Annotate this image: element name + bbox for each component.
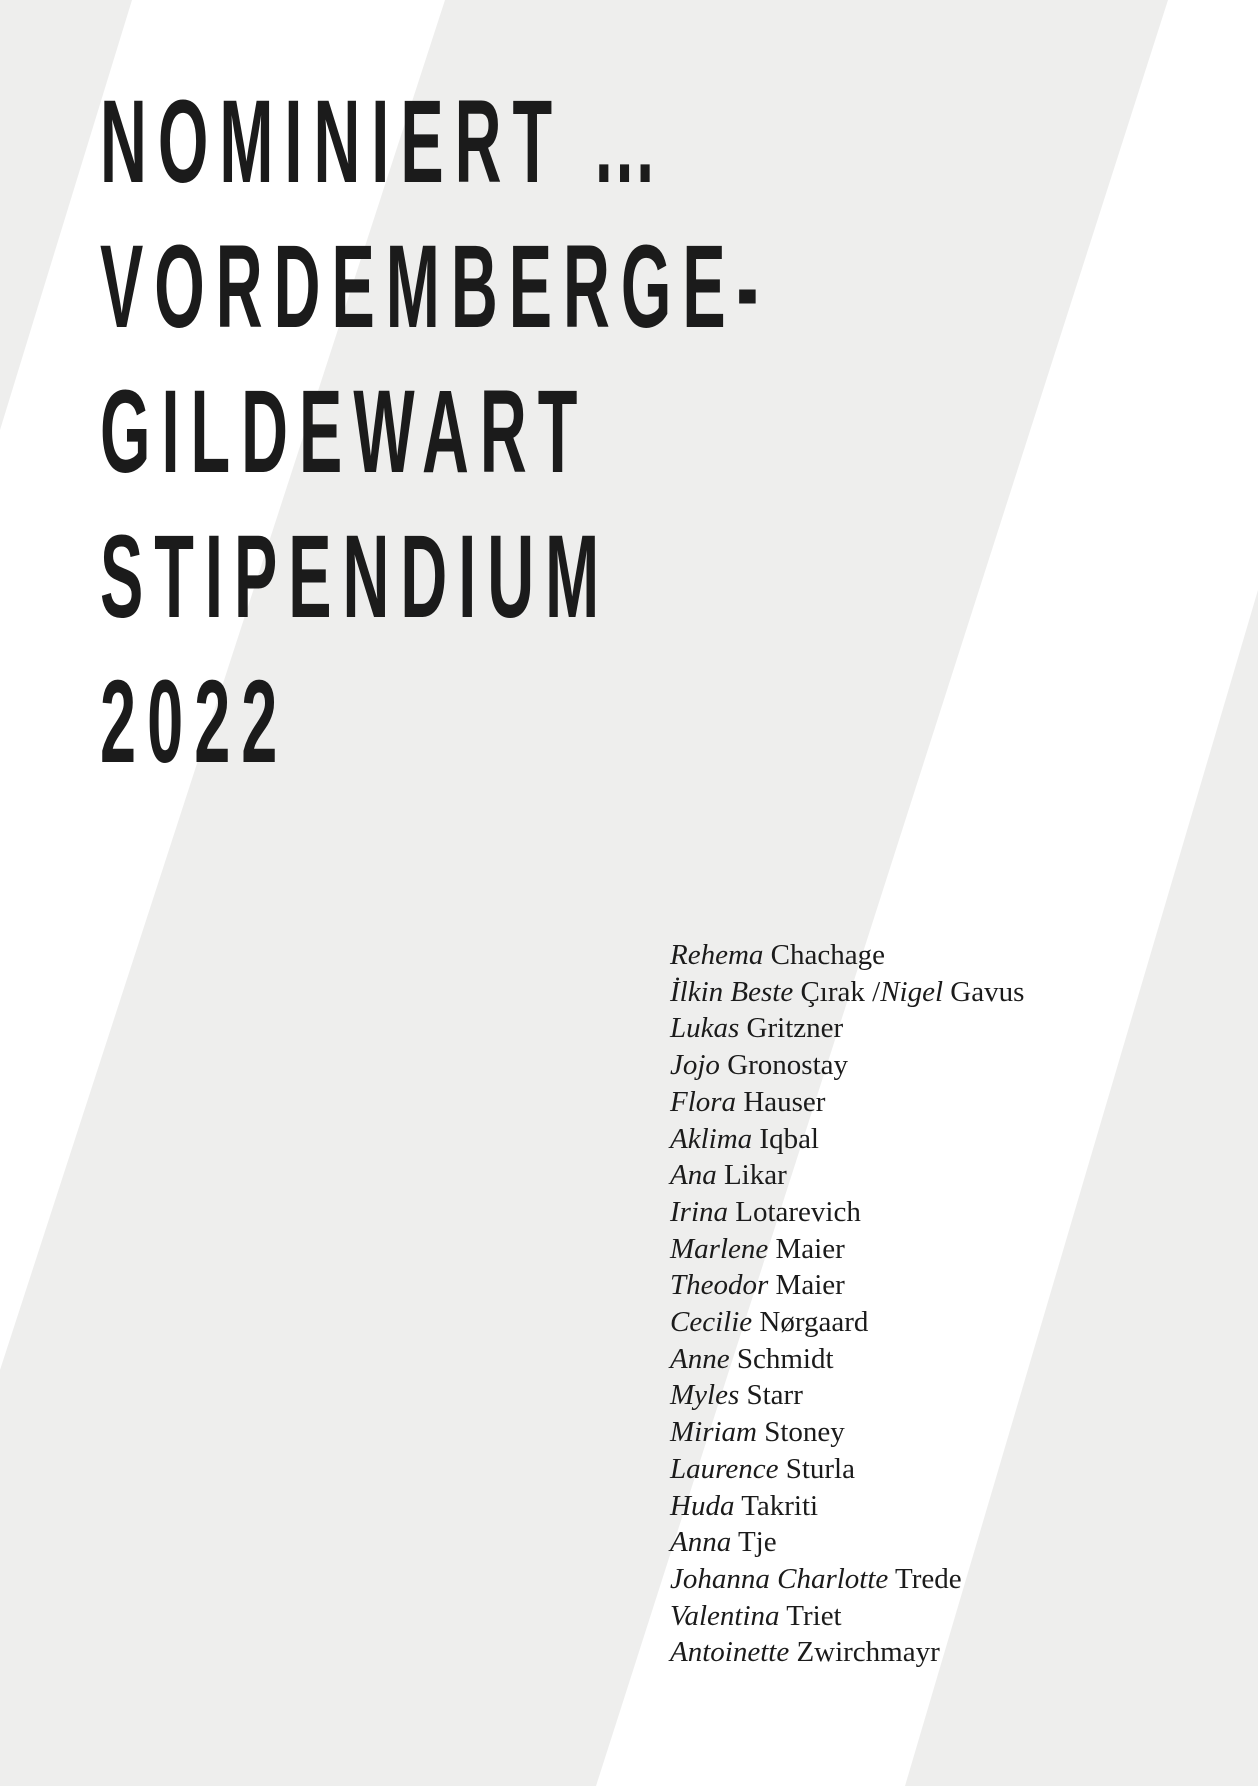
nominee-item [670,1157,1024,1194]
nominee-last-name: Iqbal [759,1122,819,1155]
nominee-last-name: Likar [723,1159,787,1192]
nominee-item [670,1341,1024,1378]
nominee-first-name: Johanna Charlotte [670,1562,889,1595]
title-line-4: STIPENDIUM [100,511,611,643]
nominee-item [670,1377,1024,1414]
nominee-last-name: Zwirchmayr [796,1636,940,1669]
nominee-last-name: Triet [786,1599,842,1632]
nominee-last-name: Tje [737,1526,777,1559]
nominee-last-name: Lotarevich [735,1195,861,1228]
nominee-item [670,1414,1024,1451]
nominee-item [670,937,1024,974]
title-line-2: VORDEMBERGE- [100,221,770,353]
nominee-item [670,1561,1024,1598]
nominee-last-name: Maier [775,1269,845,1302]
nominee-first-name: Flora [670,1085,737,1118]
nominee-first-name: Marlene [670,1232,769,1265]
nominee-last-name: Hauser [743,1085,826,1118]
nominee-last-name: Maier [775,1232,845,1265]
nominee-last-name: Nørgaard [759,1306,869,1339]
nominee-last-name: Sturla [785,1452,855,1485]
nominee-item [670,974,1024,1011]
nominee-first-name: Cecilie [670,1306,753,1339]
nominee-item [670,1010,1024,1047]
nominee-separator: / [872,975,881,1008]
nominee-first-name: Valentina [670,1599,780,1632]
nominee-first-name: Antoinette [670,1636,790,1669]
nominee-item [670,1304,1024,1341]
nominee-first-name: Rehema [670,939,764,971]
nominee-first-name: Theodor [670,1269,769,1302]
nominee-item [670,1524,1024,1561]
nominee-first-name: Jojo [670,1049,720,1082]
nominee-list [670,937,1024,1671]
nominee-last-name: Starr [746,1379,803,1412]
nominee-first-name-2: Nigel [880,975,944,1008]
page-title [100,70,1258,795]
nominee-first-name: Huda [670,1489,735,1522]
nominee-item [670,1231,1024,1268]
nominee-item [670,1084,1024,1121]
title-line-5: 2022 [100,656,289,788]
nominee-first-name: Miriam [670,1416,757,1449]
nominee-last-name: Trede [895,1562,962,1595]
nominee-last-name-2: Gavus [950,975,1025,1008]
title-line-3: GILDEWART [100,366,589,498]
nominee-first-name: Anna [670,1526,732,1559]
nominee-item [670,1634,1024,1671]
nominee-last-name: Gronostay [727,1049,849,1082]
nominee-first-name: Irina [670,1195,728,1228]
nominee-last-name: Takriti [741,1489,819,1522]
nominee-item [670,1451,1024,1488]
nominee-first-name: Laurence [670,1452,779,1485]
nominee-last-name: Çırak [800,975,865,1008]
nominee-first-name: Lukas [670,1012,740,1045]
nominee-last-name: Schmidt [736,1342,834,1375]
nominee-item [670,1047,1024,1084]
nominee-first-name: Aklima [670,1122,753,1155]
nominee-first-name: Myles [670,1379,740,1412]
nominee-last-name: Chachage [770,939,885,971]
nominee-item [670,1598,1024,1635]
nominee-item [670,1267,1024,1304]
nominee-item [670,1488,1024,1525]
nominee-first-name: Ana [670,1159,717,1192]
nominee-item [670,1121,1024,1158]
nominee-first-name: İlkin Beste [670,975,794,1008]
nominee-last-name: Gritzner [746,1012,844,1045]
title-line-1: NOMINIERT … [100,76,669,208]
nominee-item [670,1194,1024,1231]
nominee-last-name: Stoney [764,1416,845,1449]
nominee-first-name: Anne [670,1342,730,1375]
